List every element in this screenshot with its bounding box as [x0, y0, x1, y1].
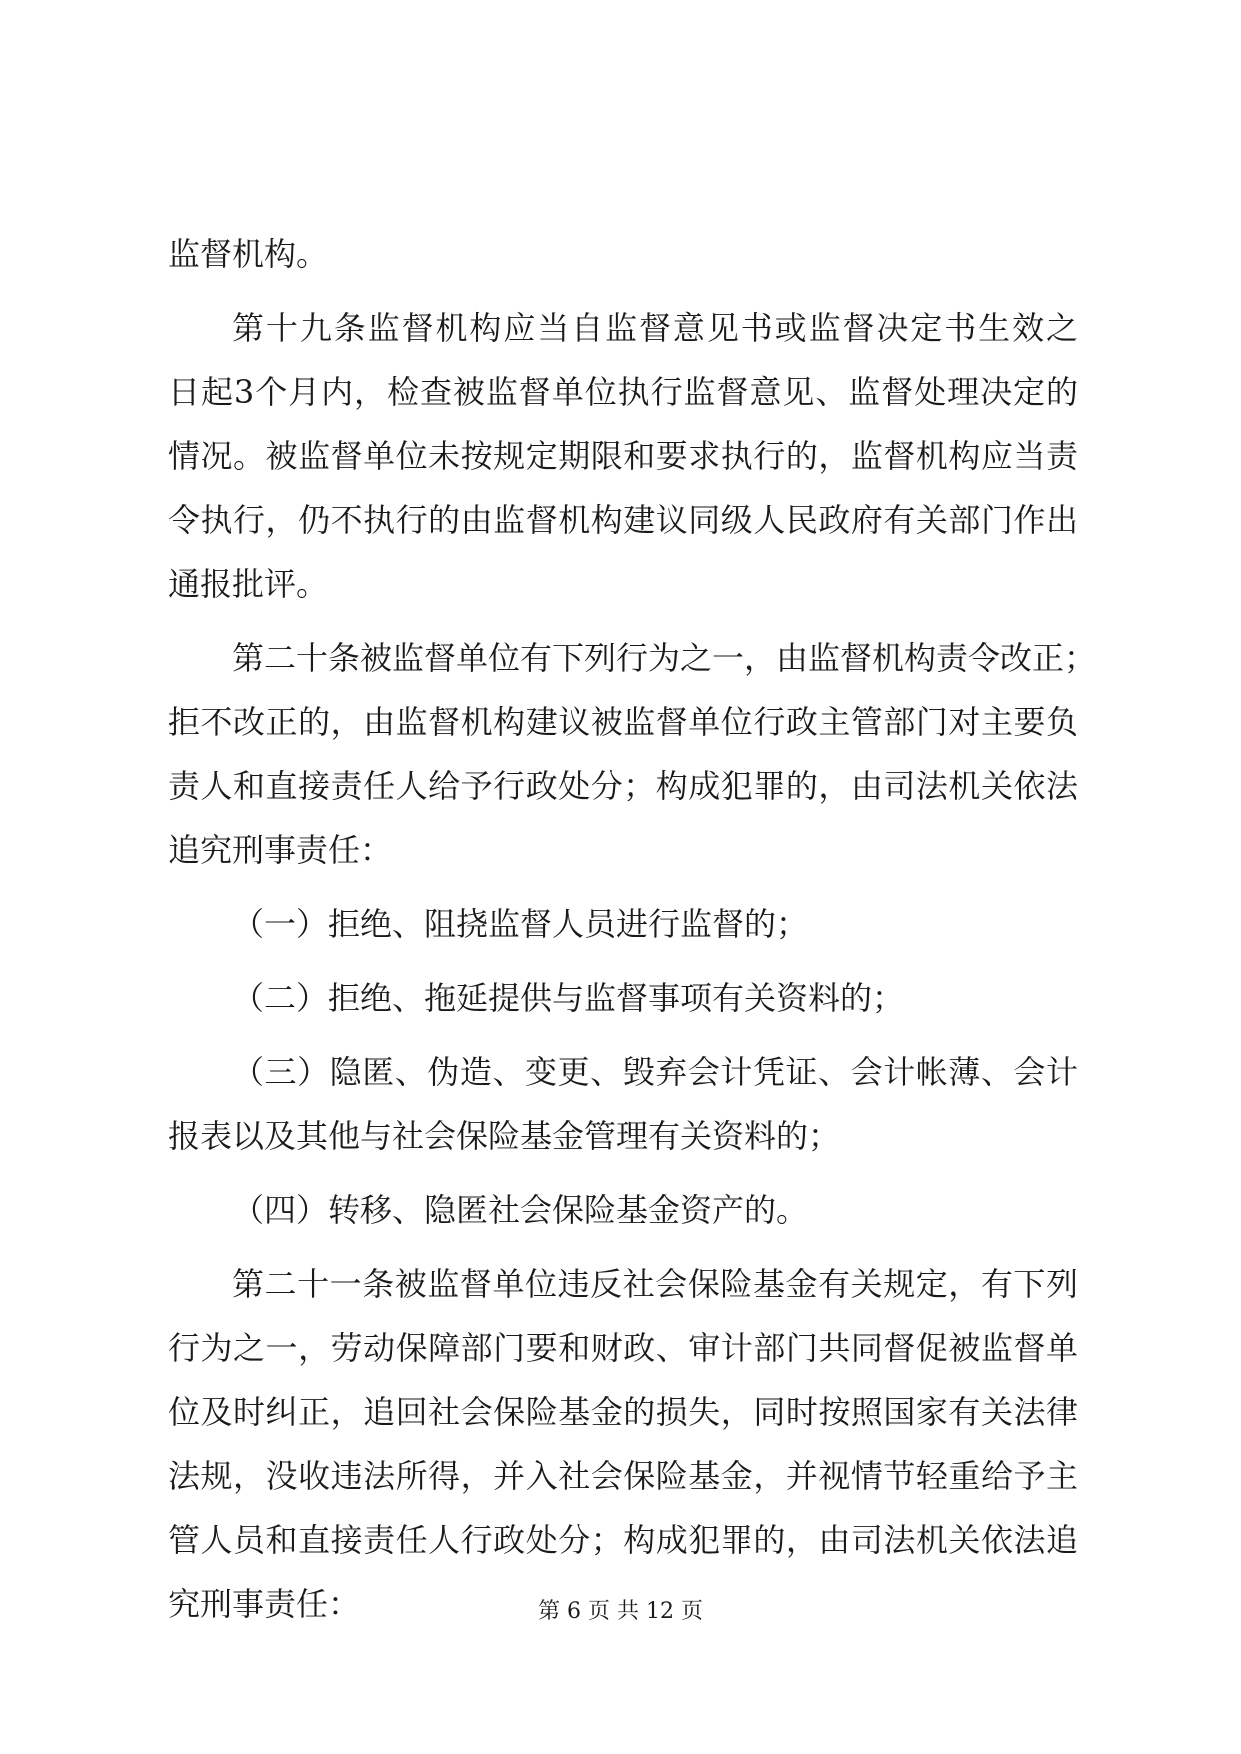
text-line: （四）转移、隐匿社会保险基金资产的。	[232, 1191, 809, 1229]
text-line: 拒不改正的，由监督机构建议被监督单位行政主管部门对主要负	[168, 703, 1078, 741]
text-line: 法规，没收违法所得，并入社会保险基金，并视情节轻重给予主	[168, 1457, 1078, 1495]
text-line: 日起3个月内，检查被监督单位执行监督意见、监督处理决定的	[168, 373, 1078, 411]
text-line: 第二十条被监督单位有下列行为之一，由监督机构责令改正；	[232, 639, 1097, 677]
text-line: 行为之一，劳动保障部门要和财政、审计部门共同督促被监督单	[168, 1329, 1078, 1367]
text-line: 第十九条监督机构应当自监督意见书或监督决定书生效之	[232, 309, 1078, 347]
text-line: 究刑事责任：	[168, 1585, 361, 1623]
text-line: （二）拒绝、拖延提供与监督事项有关资料的；	[232, 979, 905, 1017]
text-line: 监督机构。	[168, 235, 329, 273]
text-line: 管人员和直接责任人行政处分；构成犯罪的，由司法机关依法追	[168, 1521, 1078, 1559]
text-line: 第二十一条被监督单位违反社会保险基金有关规定，有下列	[232, 1265, 1078, 1303]
text-line: 追究刑事责任：	[168, 831, 393, 869]
text-line: （三）隐匿、伪造、变更、毁弃会计凭证、会计帐薄、会计	[232, 1053, 1078, 1091]
text-line: 位及时纠正，追回社会保险基金的损失，同时按照国家有关法律	[168, 1393, 1078, 1431]
document-body	[168, 222, 1097, 1636]
text-line: （一）拒绝、阻挠监督人员进行监督的；	[232, 905, 809, 943]
text-line: 通报批评。	[168, 565, 329, 603]
page-number: 第 6 页 共 12 页	[538, 1599, 703, 1624]
text-line: 情况。被监督单位未按规定期限和要求执行的，监督机构应当责	[168, 437, 1078, 475]
text-line: 报表以及其他与社会保险基金管理有关资料的；	[168, 1117, 841, 1155]
text-line: 责人和直接责任人给予行政处分；构成犯罪的，由司法机关依法	[168, 767, 1078, 805]
text-line: 令执行，仍不执行的由监督机构建议同级人民政府有关部门作出	[168, 501, 1078, 539]
